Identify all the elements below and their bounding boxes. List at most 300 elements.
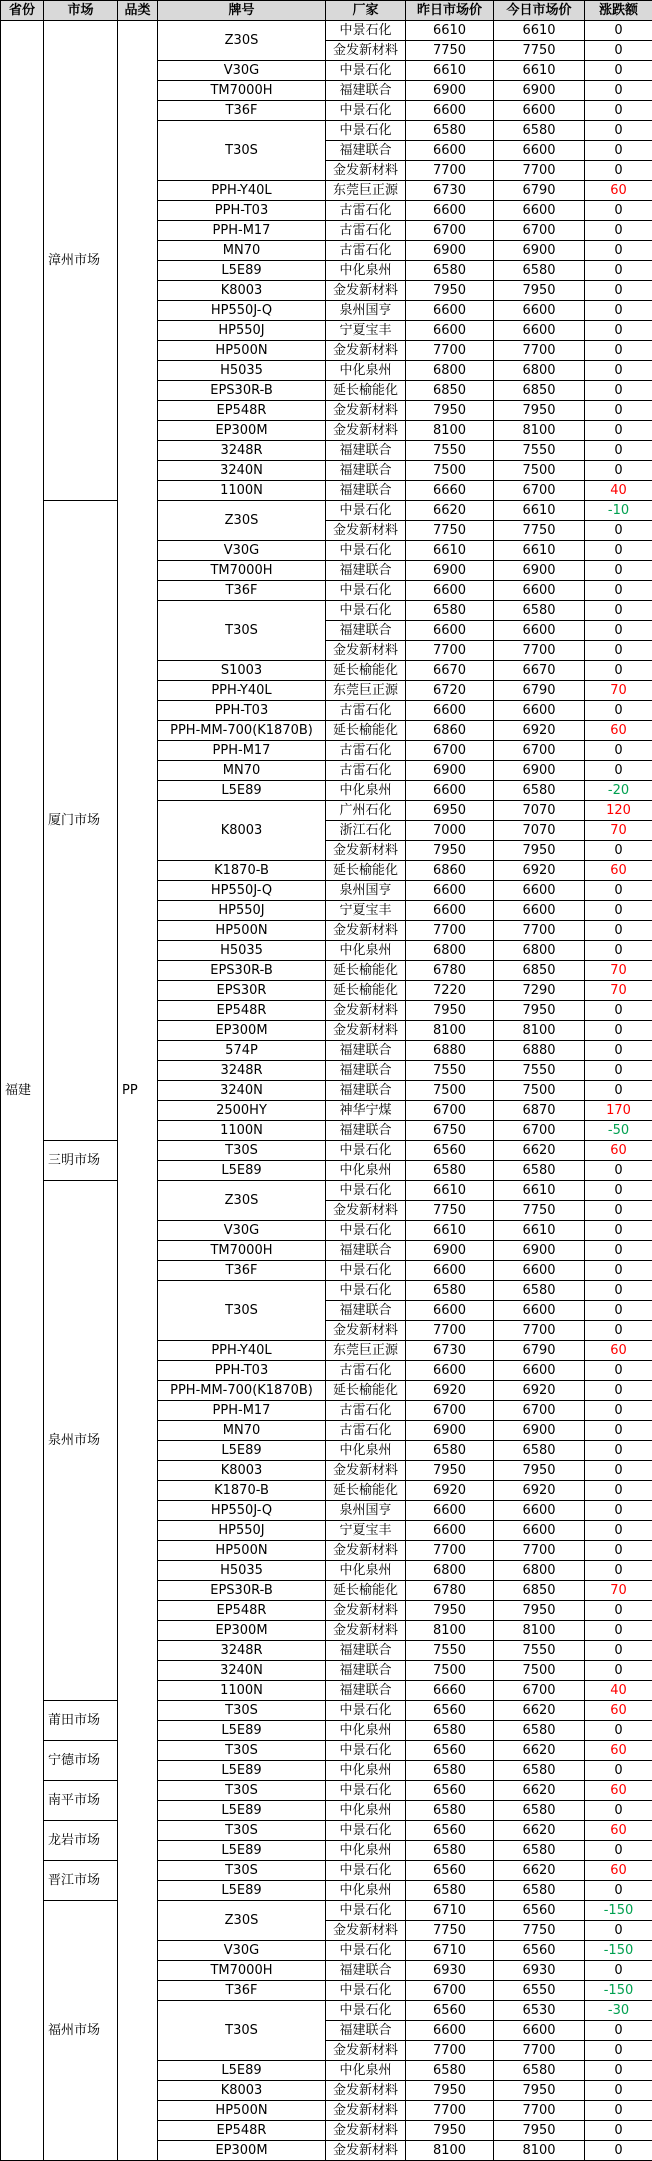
maker-cell: 金发新材料 [326, 1021, 406, 1041]
yesterday-price-cell: 7950 [406, 281, 494, 301]
yesterday-price-cell: 6800 [406, 361, 494, 381]
yesterday-price-cell: 7750 [406, 521, 494, 541]
change-cell: 60 [585, 1821, 652, 1841]
yesterday-price-cell: 7750 [406, 41, 494, 61]
maker-cell: 中景石化 [326, 1941, 406, 1961]
grade-cell: EP548R [158, 1001, 326, 1021]
maker-cell: 中景石化 [326, 101, 406, 121]
yesterday-price-cell: 6600 [406, 1301, 494, 1321]
today-price-cell: 6610 [494, 541, 585, 561]
grade-cell: 574P [158, 1041, 326, 1061]
change-cell: 0 [585, 321, 652, 341]
grade-cell: L5E89 [158, 1161, 326, 1181]
table-row [1, 1701, 652, 1721]
today-price-cell: 6600 [494, 1261, 585, 1281]
grade-cell: L5E89 [158, 261, 326, 281]
change-cell: -50 [585, 1121, 652, 1141]
yesterday-price-cell: 6780 [406, 1581, 494, 1601]
maker-cell: 古雷石化 [326, 1401, 406, 1421]
grade-cell: T30S [158, 1861, 326, 1881]
today-price-cell: 6700 [494, 741, 585, 761]
grade-cell: TM7000H [158, 81, 326, 101]
change-cell: -150 [585, 1941, 652, 1961]
market-cell: 三明市场 [44, 1141, 118, 1181]
change-cell: 0 [585, 921, 652, 941]
maker-cell: 金发新材料 [326, 521, 406, 541]
grade-cell: HP500N [158, 341, 326, 361]
maker-cell: 金发新材料 [326, 1921, 406, 1941]
grade-cell: 3248R [158, 1061, 326, 1081]
maker-cell: 中景石化 [326, 21, 406, 41]
yesterday-price-cell: 6600 [406, 621, 494, 641]
grade-cell: Z30S [158, 21, 326, 61]
yesterday-price-cell: 6600 [406, 881, 494, 901]
maker-cell: 广州石化 [326, 801, 406, 821]
today-price-cell: 6620 [494, 1861, 585, 1881]
maker-cell: 中化泉州 [326, 261, 406, 281]
today-price-cell: 6550 [494, 1981, 585, 2001]
today-price-cell: 6700 [494, 1681, 585, 1701]
today-price-cell: 6900 [494, 561, 585, 581]
today-price-cell: 7750 [494, 41, 585, 61]
today-price-cell: 6900 [494, 81, 585, 101]
maker-cell: 福建联合 [326, 1641, 406, 1661]
change-cell: 0 [585, 41, 652, 61]
today-price-cell: 6600 [494, 1361, 585, 1381]
header-today-price: 今日市场价 [494, 1, 585, 21]
maker-cell: 福建联合 [326, 81, 406, 101]
yesterday-price-cell: 6600 [406, 321, 494, 341]
change-cell: 0 [585, 621, 652, 641]
today-price-cell: 6530 [494, 2001, 585, 2021]
today-price-cell: 6620 [494, 1821, 585, 1841]
yesterday-price-cell: 8100 [406, 421, 494, 441]
change-cell: 0 [585, 1481, 652, 1501]
change-cell: 70 [585, 961, 652, 981]
today-price-cell: 6850 [494, 1581, 585, 1601]
change-cell: 0 [585, 1641, 652, 1661]
change-cell: 0 [585, 21, 652, 41]
change-cell: 70 [585, 821, 652, 841]
yesterday-price-cell: 7700 [406, 641, 494, 661]
yesterday-price-cell: 6900 [406, 1241, 494, 1261]
today-price-cell: 6580 [494, 1721, 585, 1741]
yesterday-price-cell: 6900 [406, 761, 494, 781]
today-price-cell: 7290 [494, 981, 585, 1001]
change-cell: 0 [585, 701, 652, 721]
today-price-cell: 8100 [494, 1621, 585, 1641]
today-price-cell: 6620 [494, 1141, 585, 1161]
change-cell: 70 [585, 1581, 652, 1601]
yesterday-price-cell: 7000 [406, 821, 494, 841]
grade-cell: K8003 [158, 1461, 326, 1481]
yesterday-price-cell: 6660 [406, 1681, 494, 1701]
yesterday-price-cell: 6720 [406, 681, 494, 701]
grade-cell: K8003 [158, 281, 326, 301]
maker-cell: 延长榆能化 [326, 1481, 406, 1501]
header-row [1, 1, 652, 21]
today-price-cell: 6700 [494, 1401, 585, 1421]
maker-cell: 金发新材料 [326, 841, 406, 861]
yesterday-price-cell: 7950 [406, 1601, 494, 1621]
change-cell: 0 [585, 2041, 652, 2061]
today-price-cell: 6600 [494, 1521, 585, 1541]
maker-cell: 中景石化 [326, 1701, 406, 1721]
maker-cell: 东莞巨正源 [326, 181, 406, 201]
maker-cell: 中景石化 [326, 501, 406, 521]
yesterday-price-cell: 6600 [406, 2021, 494, 2041]
maker-cell: 中景石化 [326, 1181, 406, 1201]
grade-cell: H5035 [158, 1561, 326, 1581]
yesterday-price-cell: 6710 [406, 1901, 494, 1921]
today-price-cell: 6600 [494, 881, 585, 901]
maker-cell: 金发新材料 [326, 1461, 406, 1481]
today-price-cell: 6870 [494, 1101, 585, 1121]
yesterday-price-cell: 7220 [406, 981, 494, 1001]
grade-cell: K8003 [158, 801, 326, 861]
change-cell: 0 [585, 201, 652, 221]
grade-cell: EP548R [158, 401, 326, 421]
grade-cell: T36F [158, 1261, 326, 1281]
today-price-cell: 6670 [494, 661, 585, 681]
change-cell: 0 [585, 1001, 652, 1021]
today-price-cell: 7700 [494, 921, 585, 941]
today-price-cell: 6580 [494, 2061, 585, 2081]
grade-cell: HP550J-Q [158, 301, 326, 321]
yesterday-price-cell: 6560 [406, 1141, 494, 1161]
maker-cell: 古雷石化 [326, 241, 406, 261]
yesterday-price-cell: 6610 [406, 1181, 494, 1201]
today-price-cell: 6610 [494, 501, 585, 521]
today-price-cell: 6600 [494, 2021, 585, 2041]
yesterday-price-cell: 6730 [406, 1341, 494, 1361]
yesterday-price-cell: 7950 [406, 401, 494, 421]
yesterday-price-cell: 8100 [406, 1021, 494, 1041]
today-price-cell: 6790 [494, 1341, 585, 1361]
today-price-cell: 6610 [494, 1221, 585, 1241]
maker-cell: 中景石化 [326, 1281, 406, 1301]
maker-cell: 浙江石化 [326, 821, 406, 841]
yesterday-price-cell: 6610 [406, 541, 494, 561]
yesterday-price-cell: 6580 [406, 1281, 494, 1301]
grade-cell: EPS30R-B [158, 961, 326, 981]
maker-cell: 金发新材料 [326, 1321, 406, 1341]
change-cell: 0 [585, 521, 652, 541]
yesterday-price-cell: 7550 [406, 1641, 494, 1661]
maker-cell: 泉州国亨 [326, 1501, 406, 1521]
yesterday-price-cell: 6600 [406, 581, 494, 601]
change-cell: 0 [585, 81, 652, 101]
grade-cell: HP500N [158, 921, 326, 941]
today-price-cell: 6610 [494, 61, 585, 81]
grade-cell: L5E89 [158, 2061, 326, 2081]
market-cell: 宁德市场 [44, 1741, 118, 1781]
today-price-cell: 7950 [494, 1461, 585, 1481]
grade-cell: EPS30R-B [158, 381, 326, 401]
yesterday-price-cell: 6560 [406, 1741, 494, 1761]
maker-cell: 延长榆能化 [326, 721, 406, 741]
yesterday-price-cell: 6580 [406, 121, 494, 141]
table-row [1, 1781, 652, 1801]
grade-cell: HP550J [158, 1521, 326, 1541]
grade-cell: V30G [158, 541, 326, 561]
grade-cell: PPH-MM-700(K1870B) [158, 1381, 326, 1401]
yesterday-price-cell: 7950 [406, 2081, 494, 2101]
today-price-cell: 6580 [494, 1801, 585, 1821]
yesterday-price-cell: 7700 [406, 921, 494, 941]
grade-cell: S1003 [158, 661, 326, 681]
maker-cell: 中化泉州 [326, 1841, 406, 1861]
maker-cell: 金发新材料 [326, 41, 406, 61]
maker-cell: 古雷石化 [326, 1421, 406, 1441]
yesterday-price-cell: 6750 [406, 1121, 494, 1141]
maker-cell: 东莞巨正源 [326, 681, 406, 701]
grade-cell: EP548R [158, 2121, 326, 2141]
grade-cell: V30G [158, 1221, 326, 1241]
change-cell: 0 [585, 661, 652, 681]
grade-cell: EP300M [158, 2141, 326, 2161]
maker-cell: 中化泉州 [326, 361, 406, 381]
maker-cell: 中景石化 [326, 1781, 406, 1801]
change-cell: 0 [585, 561, 652, 581]
maker-cell: 中化泉州 [326, 1881, 406, 1901]
change-cell: 0 [585, 1261, 652, 1281]
change-cell: 0 [585, 741, 652, 761]
maker-cell: 金发新材料 [326, 1541, 406, 1561]
maker-cell: 中景石化 [326, 1221, 406, 1241]
today-price-cell: 6620 [494, 1741, 585, 1761]
grade-cell: T30S [158, 1141, 326, 1161]
today-price-cell: 6620 [494, 1701, 585, 1721]
grade-cell: EPS30R-B [158, 1581, 326, 1601]
yesterday-price-cell: 6700 [406, 1101, 494, 1121]
yesterday-price-cell: 6580 [406, 261, 494, 281]
today-price-cell: 8100 [494, 2141, 585, 2161]
today-price-cell: 6600 [494, 1301, 585, 1321]
change-cell: -150 [585, 1901, 652, 1921]
change-cell: 0 [585, 1401, 652, 1421]
table-row [1, 1741, 652, 1761]
maker-cell: 福建联合 [326, 1041, 406, 1061]
grade-cell: H5035 [158, 361, 326, 381]
today-price-cell: 6560 [494, 1941, 585, 1961]
change-cell: 70 [585, 981, 652, 1001]
grade-cell: L5E89 [158, 1721, 326, 1741]
yesterday-price-cell: 6780 [406, 961, 494, 981]
today-price-cell: 6920 [494, 721, 585, 741]
change-cell: 0 [585, 2141, 652, 2161]
yesterday-price-cell: 6580 [406, 1801, 494, 1821]
change-cell: 0 [585, 1561, 652, 1581]
grade-cell: L5E89 [158, 1441, 326, 1461]
yesterday-price-cell: 6850 [406, 381, 494, 401]
change-cell: -30 [585, 2001, 652, 2021]
maker-cell: 延长榆能化 [326, 861, 406, 881]
grade-cell: V30G [158, 61, 326, 81]
maker-cell: 金发新材料 [326, 401, 406, 421]
today-price-cell: 7700 [494, 2041, 585, 2061]
change-cell: 60 [585, 1781, 652, 1801]
table-row [1, 21, 652, 41]
change-cell: 40 [585, 1681, 652, 1701]
change-cell: 0 [585, 261, 652, 281]
grade-cell: T36F [158, 101, 326, 121]
change-cell: 0 [585, 2121, 652, 2141]
change-cell: 0 [585, 1281, 652, 1301]
table-row [1, 1821, 652, 1841]
yesterday-price-cell: 6580 [406, 601, 494, 621]
yesterday-price-cell: 6600 [406, 201, 494, 221]
yesterday-price-cell: 6860 [406, 861, 494, 881]
grade-cell: PPH-M17 [158, 221, 326, 241]
yesterday-price-cell: 6580 [406, 1881, 494, 1901]
yesterday-price-cell: 6900 [406, 561, 494, 581]
maker-cell: 延长榆能化 [326, 1581, 406, 1601]
grade-cell: MN70 [158, 241, 326, 261]
change-cell: 0 [585, 2101, 652, 2121]
grade-cell: PPH-Y40L [158, 1341, 326, 1361]
today-price-cell: 6850 [494, 381, 585, 401]
change-cell: 60 [585, 1861, 652, 1881]
yesterday-price-cell: 7700 [406, 2101, 494, 2121]
change-cell: 0 [585, 61, 652, 81]
grade-cell: L5E89 [158, 781, 326, 801]
maker-cell: 古雷石化 [326, 1361, 406, 1381]
change-cell: 0 [585, 101, 652, 121]
change-cell: 0 [585, 1021, 652, 1041]
grade-cell: 1100N [158, 1121, 326, 1141]
maker-cell: 中化泉州 [326, 2061, 406, 2081]
today-price-cell: 7750 [494, 1921, 585, 1941]
today-price-cell: 7550 [494, 1061, 585, 1081]
today-price-cell: 6800 [494, 361, 585, 381]
grade-cell: T30S [158, 121, 326, 181]
yesterday-price-cell: 6560 [406, 1861, 494, 1881]
grade-cell: T30S [158, 1281, 326, 1341]
maker-cell: 古雷石化 [326, 761, 406, 781]
maker-cell: 中景石化 [326, 121, 406, 141]
grade-cell: T30S [158, 1701, 326, 1721]
grade-cell: HP500N [158, 1541, 326, 1561]
maker-cell: 古雷石化 [326, 201, 406, 221]
today-price-cell: 7070 [494, 821, 585, 841]
grade-cell: EP300M [158, 1021, 326, 1041]
yesterday-price-cell: 6670 [406, 661, 494, 681]
yesterday-price-cell: 6700 [406, 1401, 494, 1421]
market-cell: 福州市场 [44, 1901, 118, 2161]
today-price-cell: 7700 [494, 161, 585, 181]
change-cell: 60 [585, 1701, 652, 1721]
yesterday-price-cell: 6900 [406, 241, 494, 261]
yesterday-price-cell: 6560 [406, 2001, 494, 2021]
change-cell: 0 [585, 161, 652, 181]
change-cell: 0 [585, 421, 652, 441]
yesterday-price-cell: 6700 [406, 221, 494, 241]
change-cell: 0 [585, 1181, 652, 1201]
maker-cell: 福建联合 [326, 2021, 406, 2041]
maker-cell: 金发新材料 [326, 2121, 406, 2141]
change-cell: 0 [585, 401, 652, 421]
maker-cell: 神华宁煤 [326, 1101, 406, 1121]
today-price-cell: 7700 [494, 641, 585, 661]
grade-cell: HP550J-Q [158, 881, 326, 901]
today-price-cell: 6580 [494, 1841, 585, 1861]
yesterday-price-cell: 6610 [406, 1221, 494, 1241]
yesterday-price-cell: 6730 [406, 181, 494, 201]
market-cell: 晋江市场 [44, 1861, 118, 1901]
yesterday-price-cell: 6660 [406, 481, 494, 501]
change-cell: 0 [585, 541, 652, 561]
yesterday-price-cell: 7500 [406, 1081, 494, 1101]
maker-cell: 福建联合 [326, 1301, 406, 1321]
yesterday-price-cell: 7950 [406, 2121, 494, 2141]
change-cell: 0 [585, 2081, 652, 2101]
today-price-cell: 6900 [494, 241, 585, 261]
maker-cell: 延长榆能化 [326, 961, 406, 981]
today-price-cell: 6700 [494, 221, 585, 241]
yesterday-price-cell: 6600 [406, 1361, 494, 1381]
maker-cell: 金发新材料 [326, 1601, 406, 1621]
market-cell: 莆田市场 [44, 1701, 118, 1741]
today-price-cell: 6600 [494, 621, 585, 641]
grade-cell: PPH-Y40L [158, 181, 326, 201]
change-cell: -10 [585, 501, 652, 521]
today-price-cell: 6800 [494, 1561, 585, 1581]
grade-cell: 3240N [158, 1081, 326, 1101]
maker-cell: 福建联合 [326, 621, 406, 641]
today-price-cell: 6600 [494, 321, 585, 341]
yesterday-price-cell: 6600 [406, 1521, 494, 1541]
today-price-cell: 6800 [494, 941, 585, 961]
change-cell: 0 [585, 901, 652, 921]
grade-cell: EP300M [158, 421, 326, 441]
maker-cell: 福建联合 [326, 461, 406, 481]
maker-cell: 福建联合 [326, 141, 406, 161]
header-maker: 厂家 [326, 1, 406, 21]
maker-cell: 金发新材料 [326, 281, 406, 301]
maker-cell: 福建联合 [326, 1061, 406, 1081]
change-cell: 0 [585, 461, 652, 481]
change-cell: 0 [585, 761, 652, 781]
grade-cell: 3240N [158, 461, 326, 481]
yesterday-price-cell: 6560 [406, 1781, 494, 1801]
yesterday-price-cell: 6580 [406, 1161, 494, 1181]
grade-cell: 3240N [158, 1661, 326, 1681]
maker-cell: 中景石化 [326, 1741, 406, 1761]
today-price-cell: 6900 [494, 1421, 585, 1441]
header-grade: 牌号 [158, 1, 326, 21]
market-cell: 厦门市场 [44, 501, 118, 1141]
change-cell: 70 [585, 681, 652, 701]
today-price-cell: 6600 [494, 581, 585, 601]
change-cell: 0 [585, 1921, 652, 1941]
today-price-cell: 6850 [494, 961, 585, 981]
grade-cell: TM7000H [158, 1241, 326, 1261]
grade-cell: V30G [158, 1941, 326, 1961]
maker-cell: 金发新材料 [326, 2081, 406, 2101]
today-price-cell: 6600 [494, 141, 585, 161]
grade-cell: K1870-B [158, 1481, 326, 1501]
yesterday-price-cell: 6600 [406, 301, 494, 321]
change-cell: 0 [585, 1321, 652, 1341]
change-cell: 0 [585, 1761, 652, 1781]
today-price-cell: 6790 [494, 181, 585, 201]
today-price-cell: 7950 [494, 2121, 585, 2141]
maker-cell: 中景石化 [326, 2001, 406, 2021]
maker-cell: 中景石化 [326, 541, 406, 561]
grade-cell: PPH-M17 [158, 741, 326, 761]
maker-cell: 中景石化 [326, 1901, 406, 1921]
